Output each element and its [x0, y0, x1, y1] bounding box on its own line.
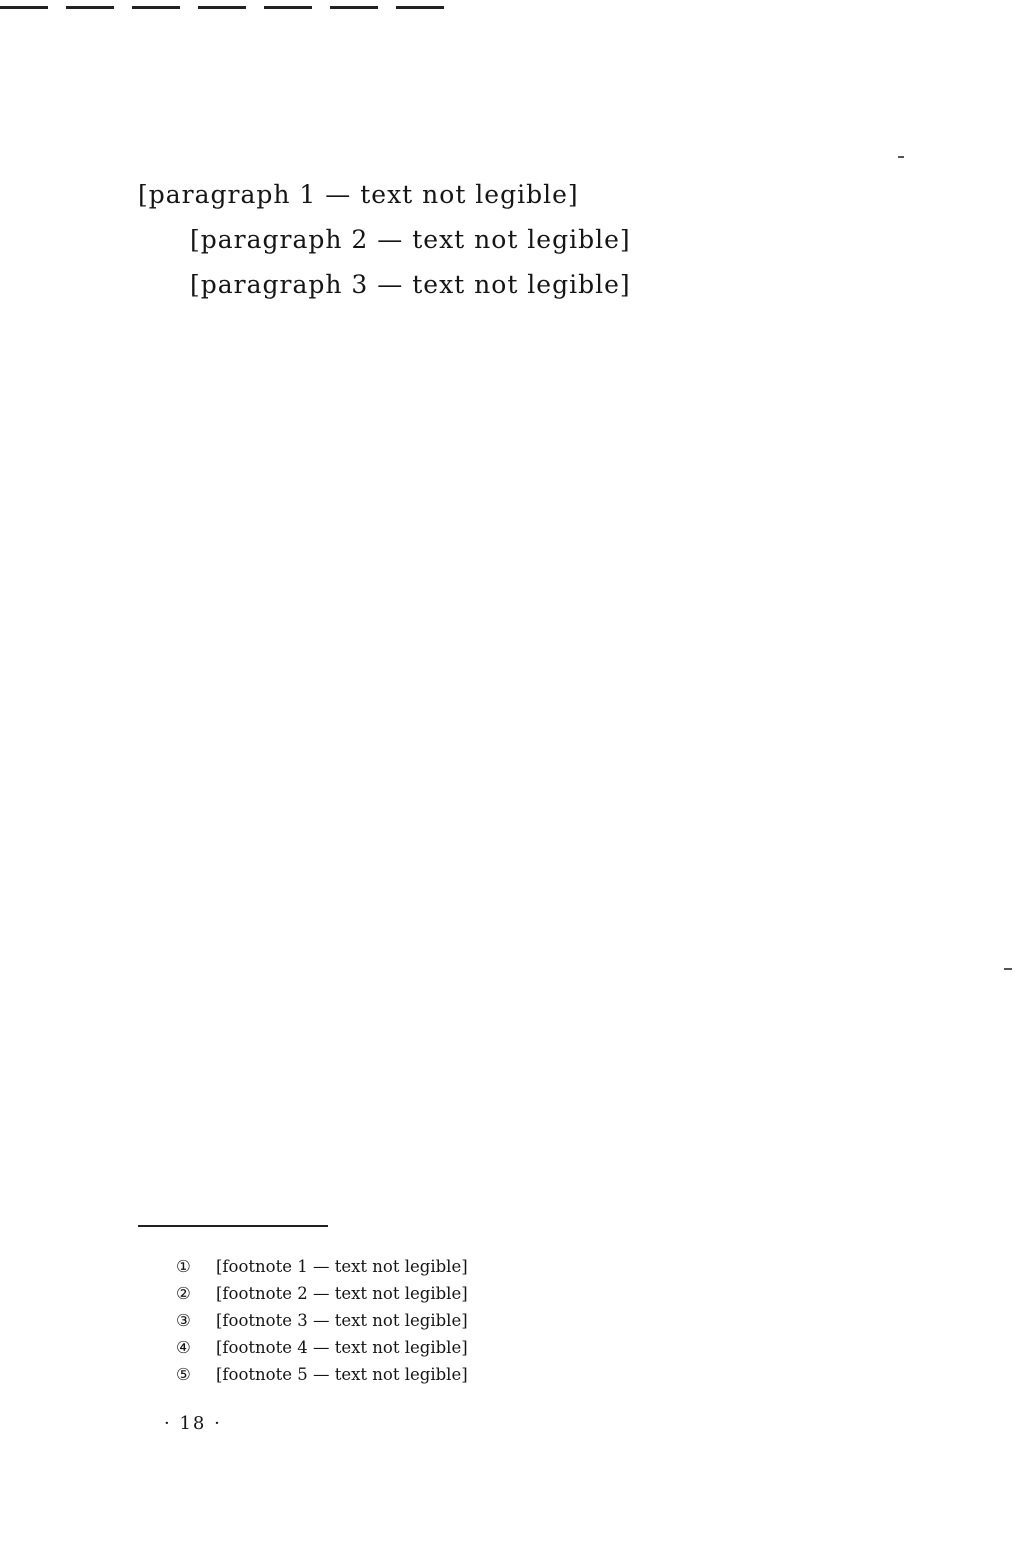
footnote-item [176, 1361, 936, 1388]
paragraph-1: [paragraph 1 — text not legible] [138, 180, 579, 209]
footnote-text: [footnote 1 — text not legible] [216, 1257, 468, 1276]
rule-segment [396, 6, 444, 9]
rule-segment [132, 6, 180, 9]
rule-segment [198, 6, 246, 9]
footnote-text: [footnote 2 — text not legible] [216, 1284, 468, 1303]
footnote-marker: ② [176, 1284, 191, 1303]
footnote-text: [footnote 4 — text not legible] [216, 1338, 468, 1357]
footnote-marker: ⑤ [176, 1365, 191, 1384]
main-text [138, 172, 918, 308]
rule-segment [66, 6, 114, 9]
rule-segment [0, 6, 48, 9]
footnote-item [176, 1253, 936, 1280]
scan-speck [898, 156, 904, 158]
footnote-text: [footnote 3 — text not legible] [216, 1311, 468, 1330]
paragraph-2: [paragraph 2 — text not legible] [190, 225, 631, 255]
rule-segment [264, 6, 312, 9]
footnote-separator [138, 1225, 328, 1227]
footnote-item [176, 1307, 936, 1334]
footnote-marker: ① [176, 1257, 191, 1276]
paragraph-3: [paragraph 3 — text not legible] [190, 270, 631, 300]
scan-speck [1004, 968, 1012, 970]
page-number: · 18 · [164, 1413, 222, 1434]
footnote-list [176, 1253, 936, 1388]
footnote-marker: ③ [176, 1311, 191, 1330]
rule-segment [330, 6, 378, 9]
footnote-text: [footnote 5 — text not legible] [216, 1365, 468, 1384]
footnote-item [176, 1334, 936, 1361]
header-dashed-rule [0, 4, 500, 14]
footnote-marker: ④ [176, 1338, 191, 1357]
footnote-item [176, 1280, 936, 1307]
